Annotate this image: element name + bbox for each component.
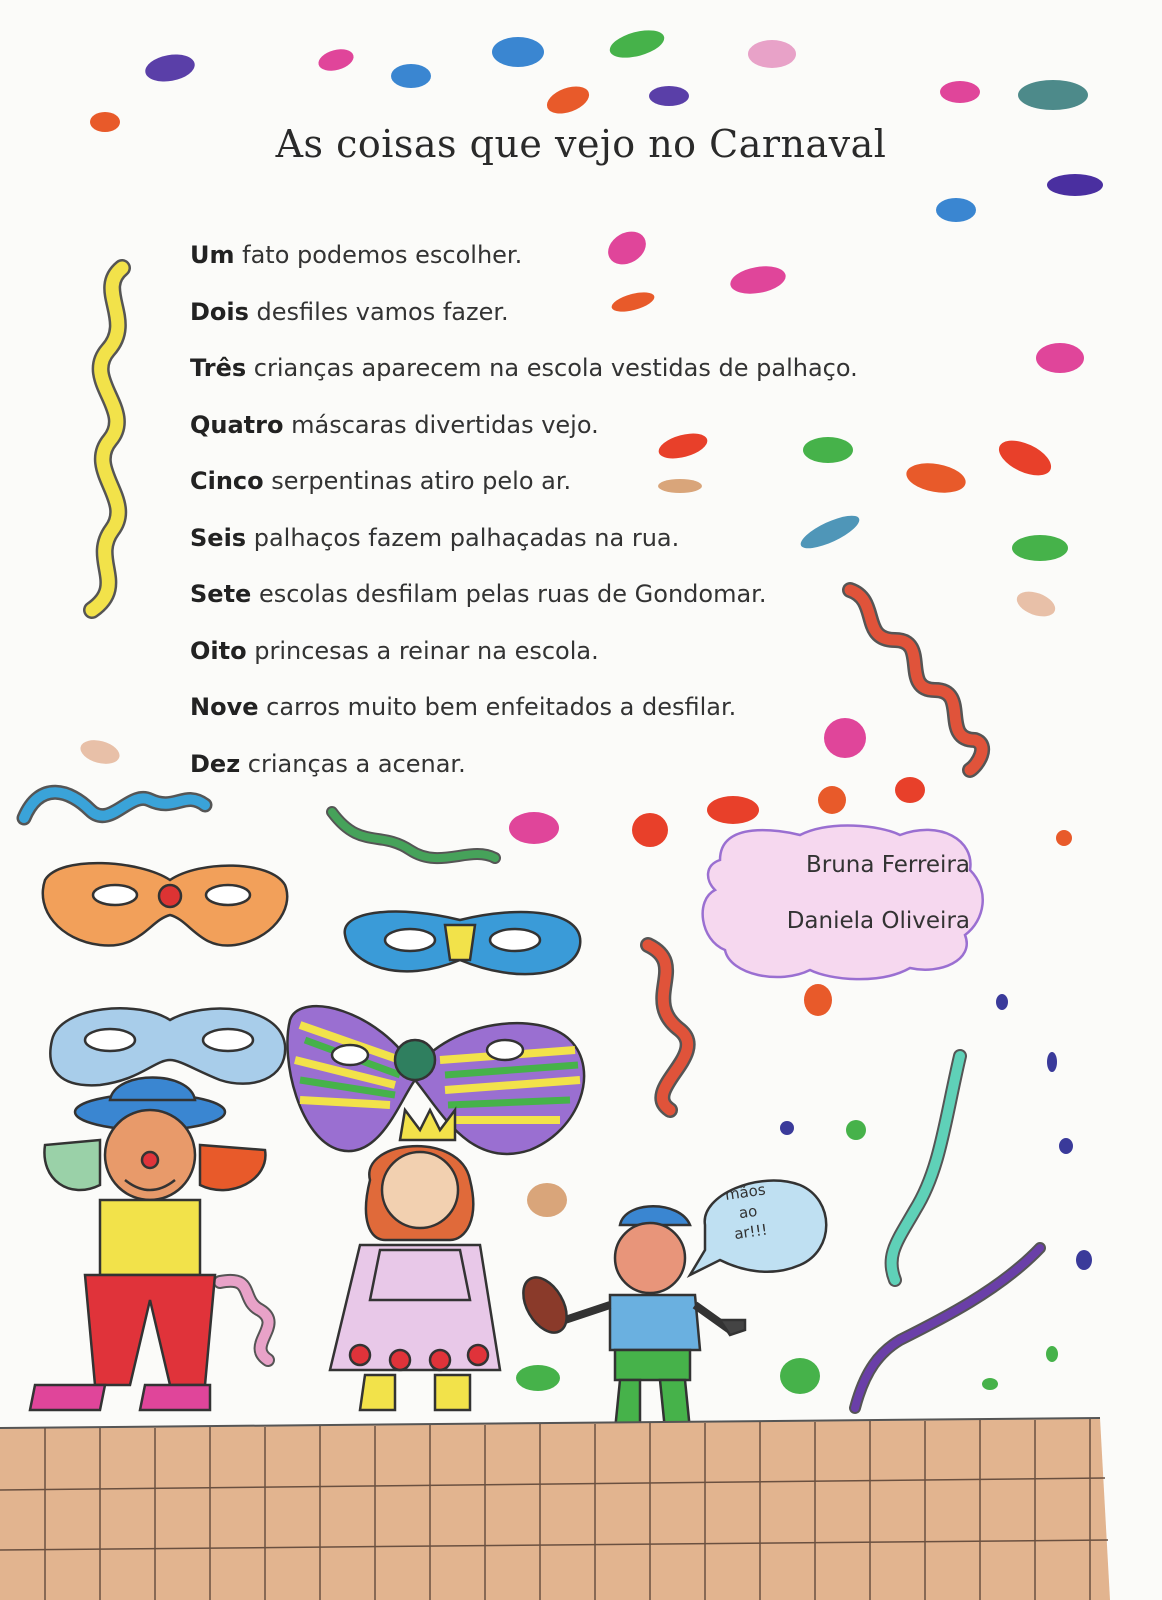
poem-line: Cinco serpentinas atiro pelo ar. xyxy=(190,467,572,495)
poem-line: Quatro máscaras divertidas vejo. xyxy=(190,410,599,439)
ground xyxy=(0,1418,1110,1600)
speech-line: mãos xyxy=(723,1180,767,1204)
speech-line: ar!!! xyxy=(732,1220,769,1244)
poem-line: Nove carros muito bem enfeitados a desfilar. xyxy=(190,693,737,721)
poem-line: Dez crianças a acenar. xyxy=(190,749,466,778)
poem-title: As coisas que vejo no Carnaval xyxy=(275,122,887,166)
author-name: Daniela Oliveira xyxy=(786,908,970,934)
poem-line: Sete escolas desfilam pelas ruas de Gondomar. xyxy=(190,580,767,608)
poem-line: Seis palhaços fazem palhaçadas na rua. xyxy=(190,523,680,552)
author-name: Bruna Ferreira xyxy=(805,852,970,878)
poem-line: Um fato podemos escolher. xyxy=(190,241,523,269)
clown xyxy=(30,1078,265,1411)
poem-line: Dois desfiles vamos fazer. xyxy=(190,297,509,326)
authors xyxy=(700,850,970,962)
poem-lines xyxy=(190,240,858,805)
poem-line: Oito princesas a reinar na escola. xyxy=(190,636,599,665)
poem-line: Três crianças aparecem na escola vestidas de palhaço. xyxy=(190,354,858,382)
speech-bubble-text xyxy=(702,1176,794,1247)
speech-line: ao xyxy=(737,1201,759,1223)
princess xyxy=(330,1110,500,1410)
